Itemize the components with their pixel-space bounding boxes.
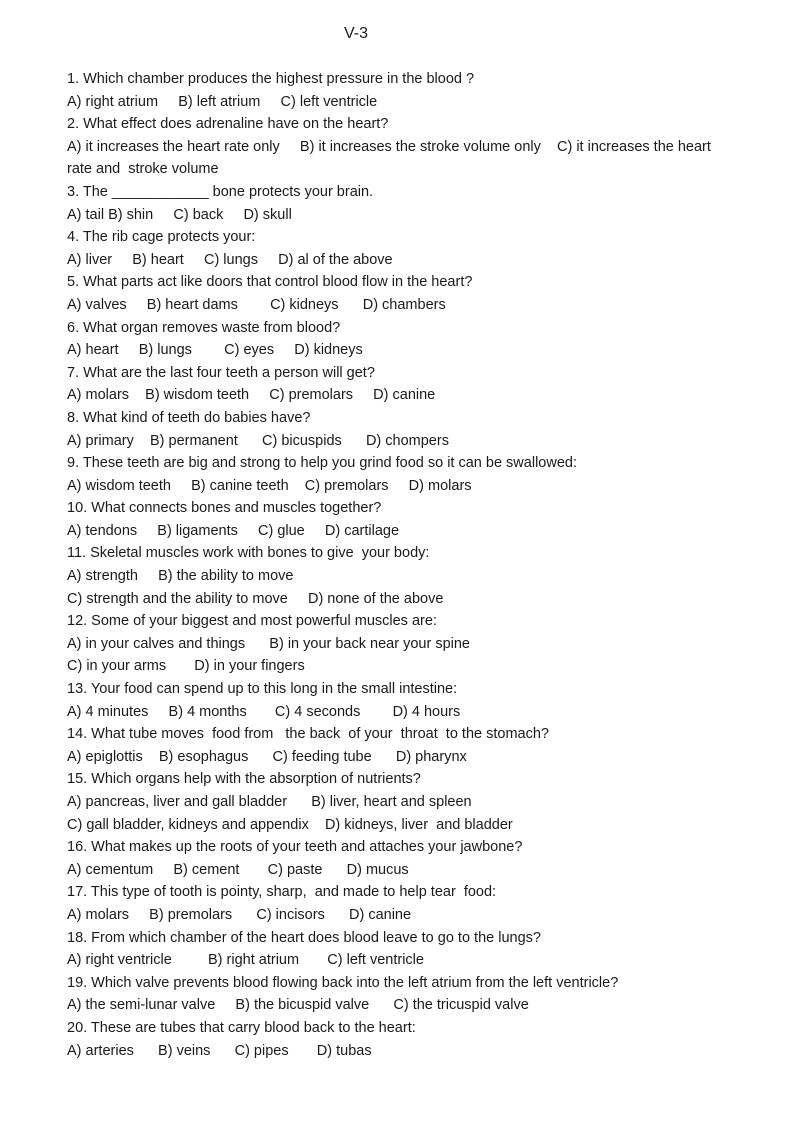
question-text: 17. This type of tooth is pointy, sharp, and made to help tear food: xyxy=(67,884,497,901)
answer-options: A) molars B) wisdom teeth C) premolars D) canine xyxy=(67,387,436,404)
answer-options: A) the semi-lunar valve B) the bicuspid valve C) the tricuspid valve xyxy=(67,997,529,1014)
question-text: 9. These teeth are big and strong to help you grind food so it can be swallowed: xyxy=(67,455,577,472)
question-text: 18. From which chamber of the heart does blood leave to go to the lungs? xyxy=(67,929,541,946)
question-text: 13. Your food can spend up to this long in the small intestine: xyxy=(67,681,458,698)
answer-options: A) cementum B) cement C) paste D) mucus xyxy=(67,861,409,878)
answer-options: A) right ventricle B) right atrium C) left ventricle xyxy=(67,952,424,969)
answer-options: A) wisdom teeth B) canine teeth C) premolars D) molars xyxy=(67,477,472,494)
question-text: 15. Which organs help with the absorption of nutrients? xyxy=(67,771,421,788)
answer-options: A) pancreas, liver and gall bladder B) liver, heart and spleen xyxy=(67,794,472,810)
answer-options: A) molars B) premolars C) incisors D) canine xyxy=(67,906,412,923)
answer-options: A) epiglottis B) esophagus C) feeding tube D) pharynx xyxy=(67,748,467,765)
answer-options: A) 4 minutes B) 4 months C) 4 seconds D) 4 hours xyxy=(67,703,461,720)
answer-options: A) right atrium B) left atrium C) left ventricle xyxy=(67,93,378,110)
answer-options: C) in your arms D) in your fingers xyxy=(67,658,305,675)
answer-options: A) tail B) shin C) back D) skull xyxy=(67,206,292,223)
question-text: 8. What kind of teeth do babies have? xyxy=(67,409,311,426)
question-list xyxy=(67,68,747,1062)
question-text: 4. The rib cage protects your: xyxy=(67,229,256,246)
answer-options: A) valves B) heart dams C) kidneys D) chambers xyxy=(67,296,446,313)
answer-options: C) gall bladder, kidneys and appendix D) kidneys, liver and bladder xyxy=(67,816,513,833)
question-text: 2. What effect does adrenaline have on the heart? xyxy=(67,116,389,133)
question-text: 10. What connects bones and muscles together? xyxy=(67,500,382,517)
answer-options: rate and stroke volume xyxy=(67,161,219,178)
answer-options: A) it increases the heart rate only B) it increases the stroke volume only C) it increases the heart xyxy=(67,138,711,155)
question-text: 11. Skeletal muscles work with bones to give your body: xyxy=(67,545,430,562)
answer-options: A) liver B) heart C) lungs D) al of the above xyxy=(67,251,393,268)
answer-options: A) tendons B) ligaments C) glue D) cartilage xyxy=(67,522,400,539)
question-text: 6. What organ removes waste from blood? xyxy=(67,319,341,336)
question-text: 7. What are the last four teeth a person will get? xyxy=(67,364,375,381)
answer-options: A) primary B) permanent C) bicuspids D) chompers xyxy=(67,432,449,449)
question-text: 14. What tube moves food from the back of your throat to the stomach? xyxy=(67,726,549,743)
answer-options: A) heart B) lungs C) eyes D) kidneys xyxy=(67,342,363,359)
answer-options: A) arteries B) veins C) pipes D) tubas xyxy=(67,1042,372,1059)
question-text: 16. What makes up the roots of your teeth and attaches your jawbone? xyxy=(67,839,523,856)
question-text: 1. Which chamber produces the highest pressure in the blood ? xyxy=(67,71,475,87)
question-text: 5. What parts act like doors that control blood flow in the heart? xyxy=(67,274,473,291)
question-text: 20. These are tubes that carry blood back to the heart: xyxy=(67,1019,416,1036)
question-text: 12. Some of your biggest and most powerful muscles are: xyxy=(67,613,437,630)
question-text: 3. The ____________ bone protects your brain. xyxy=(67,183,374,200)
question-text: 19. Which valve prevents blood flowing back into the left atrium from the left ventricle? xyxy=(67,974,619,991)
answer-options: A) in your calves and things B) in your back near your spine xyxy=(67,635,470,652)
page-title: V-3 xyxy=(343,25,368,42)
answer-options: C) strength and the ability to move D) none of the above xyxy=(67,590,444,607)
answer-options: A) strength B) the ability to move xyxy=(67,568,294,585)
